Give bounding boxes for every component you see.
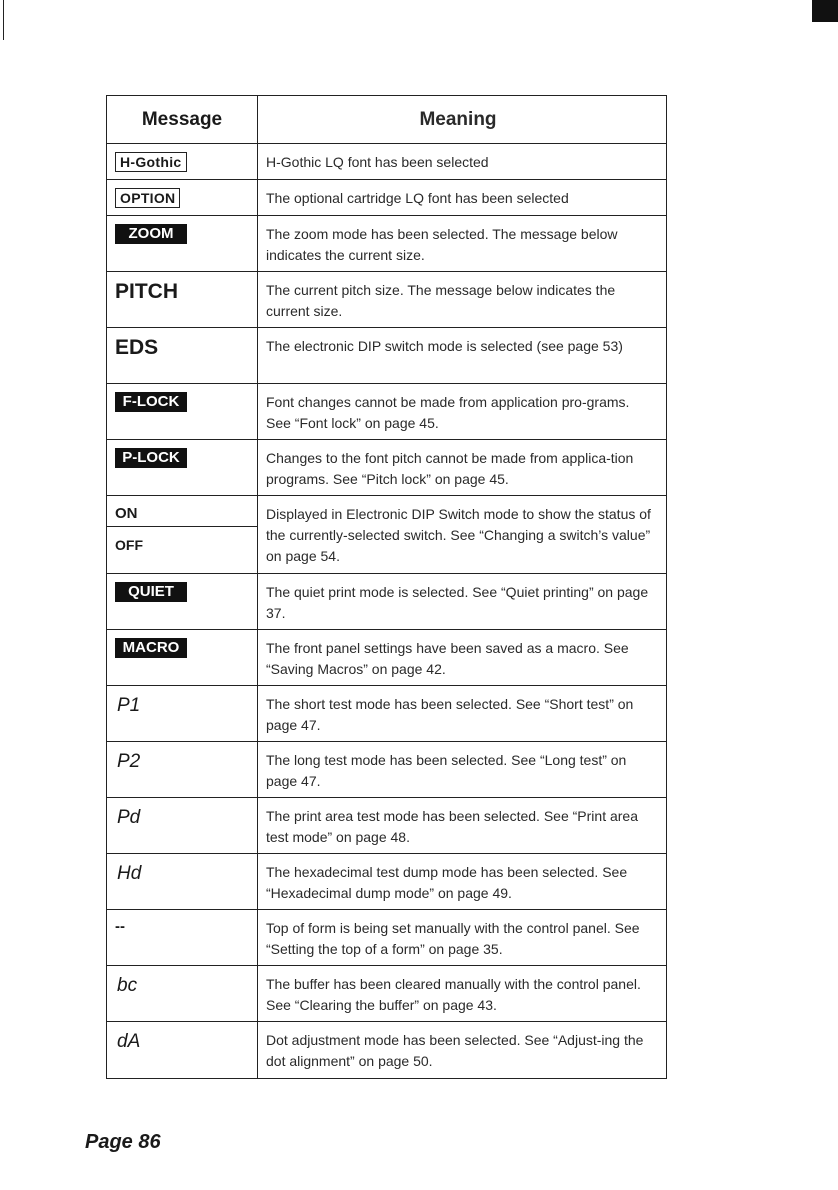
table-row [107,686,666,742]
meaning-cell: Font changes cannot be made from application pro-grams. See “Font lock” on page 45. [266,394,630,431]
message-hgothic: H-Gothic [115,152,187,172]
meaning-cell: The quiet print mode is selected. See “Quiet printing” on page 37. [266,584,649,621]
message-hd: Hd [117,863,142,884]
scan-edge-line [3,0,4,40]
table-row [107,272,666,328]
meaning-cell: Top of form is being set manually with the control panel. See “Setting the top of a form” on page 35. [266,920,640,957]
meaning-cell: The long test mode has been selected. See “Long test” on page 47. [266,752,627,789]
table-row [107,328,666,384]
message-plock: P-LOCK [115,448,187,468]
message-off: OFF [115,537,143,553]
meaning-cell: Changes to the font pitch cannot be made from applica-tion programs. See “Pitch lock” on page 45. [266,450,634,487]
table-row [107,574,666,630]
message-p1: P1 [117,695,141,716]
table-row [107,440,666,496]
meaning-cell: The short test mode has been selected. See “Short test” on page 47. [266,696,634,733]
table-row [107,742,666,798]
table-row [107,216,666,272]
message-on: ON [107,496,257,527]
message-option: OPTION [115,188,180,208]
meaning-cell: The hexadecimal test dump mode has been selected. See “Hexadecimal dump mode” on page 49. [266,864,628,901]
message-eds: EDS [115,336,159,359]
meaning-cell: The current pitch size. The message below indicates the current size. [266,282,616,319]
table-row [107,1022,666,1078]
table-row [107,910,666,966]
message-flock: F-LOCK [115,392,187,412]
table-row [107,144,666,180]
message-zoom: ZOOM [115,224,187,244]
message-da: dA [117,1031,141,1052]
table-row [107,384,666,440]
table-row [107,798,666,854]
table-row [107,630,666,686]
meaning-cell: The zoom mode has been selected. The message below indicates the current size. [266,226,618,263]
message-pd: Pd [117,807,141,828]
scan-edge-block [812,0,838,22]
table-header [107,96,666,144]
meaning-cell: The electronic DIP switch mode is selected (see page 53) [266,338,623,354]
message-macro: MACRO [115,638,187,658]
message-p2: P2 [117,751,141,772]
meaning-cell: The front panel settings have been saved as a macro. See “Saving Macros” on page 42. [266,640,629,677]
table-row [107,966,666,1022]
header-message: Message [107,96,258,143]
message-table [106,95,667,1079]
message-quiet: QUIET [115,582,187,602]
table-row [107,854,666,910]
meaning-cell: The optional cartridge LQ font has been selected [266,190,569,206]
meaning-cell: The print area test mode has been selected. See “Print area test mode” on page 48. [266,808,638,845]
message-dashes: -- [115,918,125,935]
table-row [107,496,666,574]
page-number: Page 86 [85,1131,161,1153]
message-bc: bc [117,975,138,996]
meaning-cell: Dot adjustment mode has been selected. See “Adjust-ing the dot alignment” on page 50. [266,1032,644,1069]
meaning-cell: The buffer has been cleared manually with the control panel. See “Clearing the buffer” on page 43. [266,976,641,1013]
message-pitch: PITCH [115,280,178,303]
header-meaning: Meaning [419,109,497,130]
table-row [107,180,666,216]
meaning-cell: H-Gothic LQ font has been selected [266,154,489,170]
meaning-cell: Displayed in Electronic DIP Switch mode to show the status of the currently-selected switch. See “Changing a switch’s value” on page 54. [266,506,651,564]
